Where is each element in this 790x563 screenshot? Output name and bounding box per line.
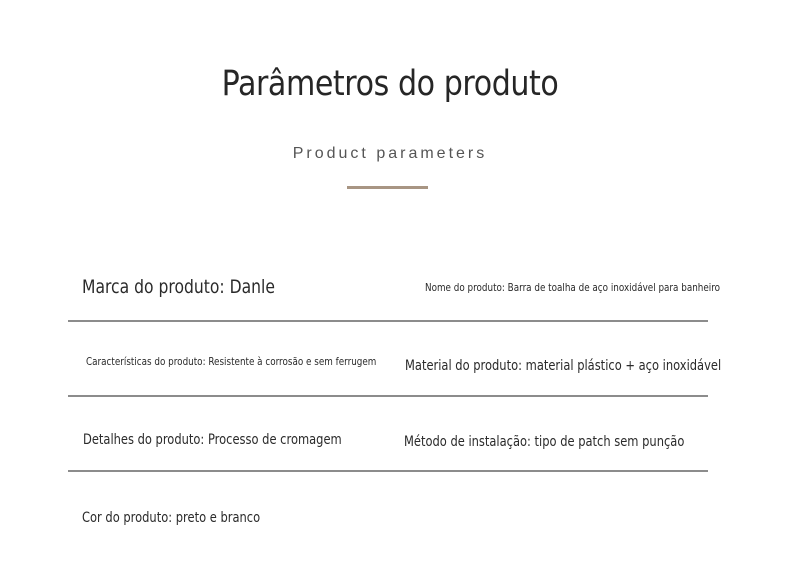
param-product-name: Nome do produto: Barra de toalha de aço inoxidável para banheiro	[425, 281, 721, 294]
title-accent-line	[347, 186, 428, 189]
page-subtitle: Product parameters	[292, 145, 488, 162]
param-characteristics: Características do produto: Resistente à corrosão e sem ferrugem	[86, 355, 377, 368]
param-color: Cor do produto: preto e branco	[82, 510, 261, 526]
param-installation: Método de instalação: tipo de patch sem punção	[404, 434, 685, 450]
row-divider	[68, 320, 708, 322]
param-brand: Marca do produto: Danle	[82, 276, 275, 298]
row-divider	[68, 395, 708, 397]
row-divider	[68, 470, 708, 472]
page-title: Parâmetros do produto	[221, 64, 559, 104]
param-material: Material do produto: material plástico + aço inoxidável	[405, 358, 722, 374]
param-details: Detalhes do produto: Processo de cromagem	[83, 432, 342, 448]
